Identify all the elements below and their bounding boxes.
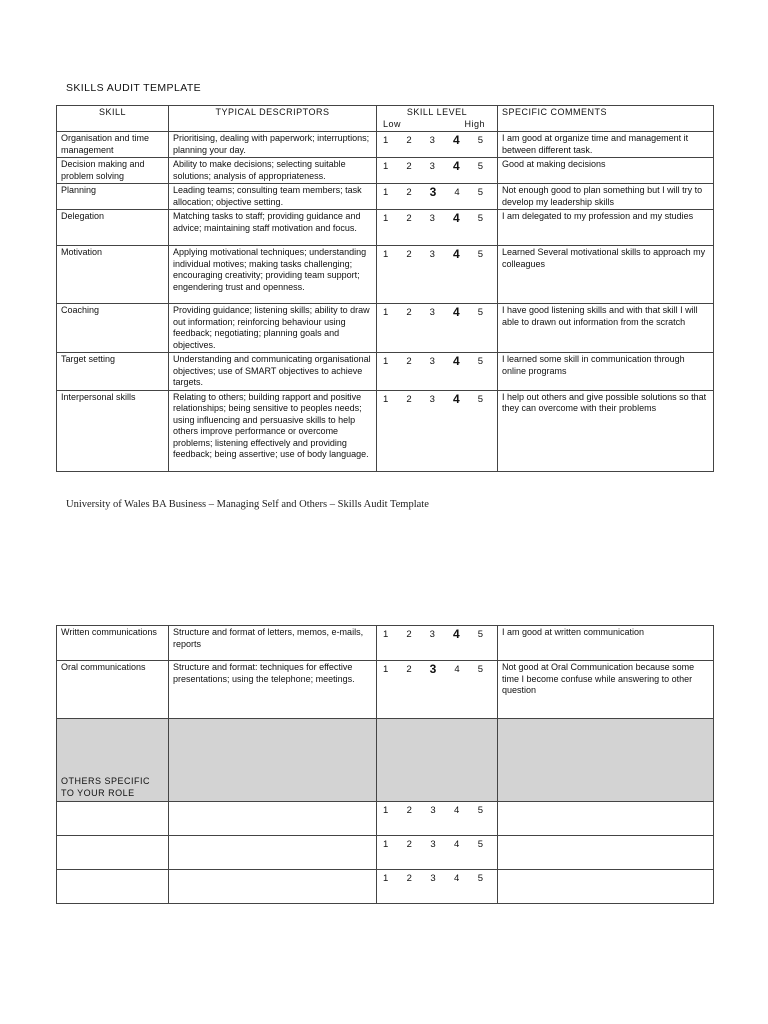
blank-role-row — [57, 870, 714, 904]
scale-value: 1 — [383, 839, 389, 850]
skill-name: Written communications — [57, 626, 169, 661]
scale-value: 5 — [477, 805, 483, 816]
skill-level-cell — [377, 158, 498, 184]
scale-value: 1 — [383, 629, 389, 640]
scale-value: 2 — [406, 629, 412, 640]
scale-value: 2 — [406, 187, 412, 198]
scale-value: 3 — [429, 185, 437, 199]
scale-value: 4 — [452, 354, 460, 368]
scale-value: 2 — [406, 356, 412, 367]
skill-comment: I am good at organize time and management it between different task. — [498, 132, 714, 158]
skill-comment: Not good at Oral Communication because some time I become confuse while answering to other question — [498, 661, 714, 719]
scale-value: 4 — [454, 187, 460, 198]
scale-value: 1 — [383, 356, 389, 367]
high-label: High — [464, 118, 485, 129]
role-skill-cell — [57, 836, 169, 870]
skill-level-cell — [377, 870, 498, 904]
others-specific-label: OTHERS SPECIFIC TO YOUR ROLE — [57, 719, 169, 802]
skill-name: Oral communications — [57, 661, 169, 719]
role-descriptor-cell — [169, 802, 377, 836]
skill-level-cell — [377, 210, 498, 246]
scale-value: 1 — [383, 161, 389, 172]
skill-descriptors: Ability to make decisions; selecting suitable solutions; analysis of appropriateness. — [169, 158, 377, 184]
scale-value: 4 — [454, 873, 460, 884]
scale-value: 1 — [383, 664, 389, 675]
skill-descriptors: Structure and format of letters, memos, e-mails, reports — [169, 626, 377, 661]
table-row — [57, 246, 714, 304]
table-row — [57, 184, 714, 210]
scale-value: 3 — [430, 805, 436, 816]
scale-value: 4 — [452, 247, 460, 261]
others-empty-cell — [377, 719, 498, 802]
skill-descriptors: Leading teams; consulting team members; task allocation; objective setting. — [169, 184, 377, 210]
role-comment-cell — [498, 870, 714, 904]
descriptors-header: TYPICAL DESCRIPTORS — [169, 106, 377, 132]
skill-comment: I am good at written communication — [498, 626, 714, 661]
skill-header: SKILL — [57, 106, 169, 132]
skill-level-scale — [381, 133, 493, 147]
skill-name: Delegation — [57, 210, 169, 246]
role-comment-cell — [498, 802, 714, 836]
skill-comment: I learned some skill in communication through online programs — [498, 353, 714, 391]
document-title: SKILLS AUDIT TEMPLATE — [66, 82, 202, 94]
table-row — [57, 353, 714, 391]
scale-value: 4 — [454, 805, 460, 816]
scale-value: 2 — [406, 873, 412, 884]
scale-value: 1 — [383, 307, 389, 318]
scale-value: 1 — [383, 187, 389, 198]
scale-value: 4 — [452, 627, 460, 641]
scale-value: 3 — [429, 161, 435, 172]
scale-value: 2 — [406, 135, 412, 146]
scale-value: 4 — [452, 391, 460, 406]
table-row — [57, 390, 714, 471]
skill-comment: Learned Several motivational skills to approach my colleagues — [498, 246, 714, 304]
scale-value: 1 — [383, 805, 389, 816]
scale-value: 5 — [477, 161, 483, 172]
skill-descriptors: Structure and format: techniques for effective presentations; using the telephone; meetings. — [169, 661, 377, 719]
scale-value: 2 — [406, 249, 412, 260]
skill-descriptors: Understanding and communicating organisational objectives; use of SMART objectives to achieve targets. — [169, 353, 377, 391]
others-empty-cell — [498, 719, 714, 802]
skill-level-cell — [377, 353, 498, 391]
scale-value: 5 — [477, 664, 483, 675]
skill-comment: I help out others and give possible solutions so that they can overcome with their problems — [498, 390, 714, 471]
scale-value: 5 — [477, 135, 483, 146]
skill-name: Target setting — [57, 353, 169, 391]
scale-value: 4 — [452, 133, 460, 147]
skill-level-scale — [381, 211, 493, 225]
skill-level-scale — [381, 247, 493, 261]
scale-value: 3 — [429, 307, 435, 318]
skill-comment: Good at making decisions — [498, 158, 714, 184]
skills-audit-table-continued — [56, 625, 714, 904]
low-label: Low — [383, 118, 402, 129]
skill-name: Coaching — [57, 304, 169, 353]
scale-value: 5 — [477, 307, 483, 318]
skill-level-scale — [381, 305, 493, 319]
others-section-row — [57, 719, 714, 802]
scale-value: 2 — [406, 307, 412, 318]
skill-name: Planning — [57, 184, 169, 210]
skill-level-cell — [377, 304, 498, 353]
document-footer: University of Wales BA Business – Managing Self and Others – Skills Audit Template — [66, 499, 429, 510]
scale-value: 4 — [454, 839, 460, 850]
scale-value: 5 — [477, 839, 483, 850]
table-row — [57, 210, 714, 246]
scale-value: 2 — [406, 664, 412, 675]
skill-comment: Not enough good to plan something but I will try to develop my leadership skills — [498, 184, 714, 210]
table-header-row — [57, 106, 714, 132]
role-comment-cell — [498, 836, 714, 870]
scale-value: 2 — [406, 161, 412, 172]
skill-level-header — [377, 106, 498, 132]
scale-value: 2 — [406, 805, 412, 816]
skill-level-scale — [381, 803, 493, 817]
skill-level-scale — [381, 159, 493, 173]
scale-value: 5 — [477, 873, 483, 884]
scale-value: 1 — [383, 873, 389, 884]
skill-comment: I am delegated to my profession and my studies — [498, 210, 714, 246]
role-descriptor-cell — [169, 836, 377, 870]
skill-level-cell — [377, 184, 498, 210]
scale-value: 3 — [429, 629, 435, 640]
scale-value: 3 — [429, 249, 435, 260]
scale-value: 4 — [452, 211, 460, 225]
blank-role-row — [57, 802, 714, 836]
comments-header: SPECIFIC COMMENTS — [498, 106, 714, 132]
blank-role-row — [57, 836, 714, 870]
skill-level-cell — [377, 390, 498, 471]
role-skill-cell — [57, 870, 169, 904]
scale-value: 3 — [429, 393, 435, 405]
skill-level-scale — [381, 627, 493, 641]
role-skill-cell — [57, 802, 169, 836]
scale-value: 2 — [406, 393, 412, 405]
skill-level-cell — [377, 802, 498, 836]
scale-value: 3 — [429, 135, 435, 146]
skill-level-cell — [377, 246, 498, 304]
skill-level-scale — [381, 354, 493, 368]
skills-audit-table — [56, 105, 714, 472]
scale-value: 2 — [406, 213, 412, 224]
scale-value: 2 — [406, 839, 412, 850]
table-row — [57, 626, 714, 661]
scale-value: 1 — [383, 213, 389, 224]
scale-value: 1 — [383, 393, 389, 405]
skill-level-scale — [381, 392, 493, 406]
skill-descriptors: Prioritising, dealing with paperwork; interruptions; planning your day. — [169, 132, 377, 158]
skill-name: Motivation — [57, 246, 169, 304]
scale-value: 3 — [430, 839, 436, 850]
role-descriptor-cell — [169, 870, 377, 904]
skill-level-scale — [381, 837, 493, 851]
skill-level-cell — [377, 661, 498, 719]
table-row — [57, 158, 714, 184]
others-empty-cell — [169, 719, 377, 802]
scale-value: 3 — [429, 662, 437, 676]
scale-value: 3 — [429, 356, 435, 367]
table-row — [57, 661, 714, 719]
scale-value: 5 — [477, 629, 483, 640]
skill-level-scale — [381, 185, 493, 199]
table-row — [57, 132, 714, 158]
scale-value: 5 — [477, 393, 483, 405]
skill-level-cell — [377, 132, 498, 158]
skill-descriptors: Applying motivational techniques; understanding individual motives; making tasks challenging; encouraging creativity; providing team support; engendering trust and openness. — [169, 246, 377, 304]
skill-name: Organisation and time management — [57, 132, 169, 158]
scale-value: 4 — [454, 664, 460, 675]
skill-descriptors: Matching tasks to staff; providing guidance and advice; maintaining staff motivation and focus. — [169, 210, 377, 246]
scale-value: 1 — [383, 135, 389, 146]
scale-value: 5 — [477, 356, 483, 367]
scale-value: 1 — [383, 249, 389, 260]
scale-value: 4 — [452, 159, 460, 173]
skill-descriptors: Providing guidance; listening skills; ability to draw out information; reinforcing behaviour using feedback; negotiating; planning goals and objectives. — [169, 304, 377, 353]
skill-level-scale — [381, 662, 493, 676]
skill-level-title: SKILL LEVEL — [406, 107, 468, 117]
skill-name: Interpersonal skills — [57, 390, 169, 471]
scale-value: 5 — [477, 249, 483, 260]
skill-level-scale — [381, 871, 493, 885]
skill-descriptors: Relating to others; building rapport and positive relationships; being sensitive to peoples needs; using influencing and persuasive skills to help others improve performance or overcome problems; listening effectively and providing feedback; being assertive; use of body language. — [169, 390, 377, 471]
skill-level-cell — [377, 626, 498, 661]
scale-value: 5 — [477, 213, 483, 224]
scale-value: 3 — [429, 213, 435, 224]
skill-comment: I have good listening skills and with that skill I will able to drawn out information from the scratch — [498, 304, 714, 353]
skill-level-cell — [377, 836, 498, 870]
scale-value: 3 — [430, 873, 436, 884]
skill-name: Decision making and problem solving — [57, 158, 169, 184]
scale-value: 5 — [477, 187, 483, 198]
scale-value: 4 — [452, 305, 460, 319]
table-row — [57, 304, 714, 353]
